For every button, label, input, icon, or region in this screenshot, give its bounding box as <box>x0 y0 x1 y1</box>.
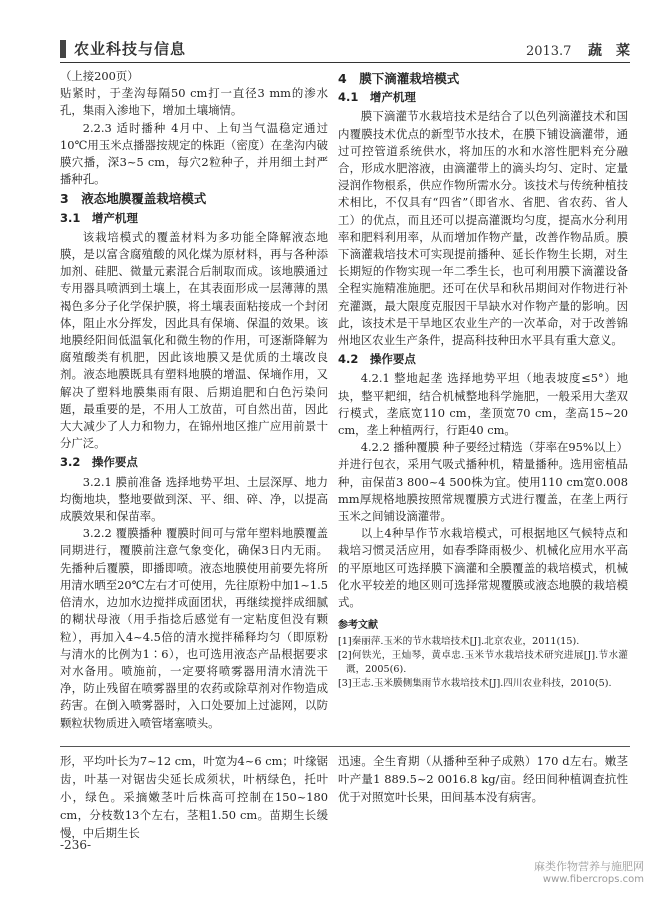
reference-item: [2]何铁光，王灿琴，黄卓忠.玉米节水栽培技术研究进展[J].节水灌溉，2005(6). <box>338 649 628 675</box>
paragraph-3-2-2: 3.2.2 覆膜播种 覆膜时间可与常年塑料地膜覆盖同期进行，覆膜前注意气象变化，确保3日内无雨。先播种后覆膜，即播即喷。液态地膜使用前要先将所用清水晒至20℃左右才可使用，先往原粉中加1~1.5倍清水，边加水边搅拌成面团状，再继续搅拌成细腻的糊状母液（用手指捻后感觉有一定粘度但没有颗粒），再加入4~4.5倍的清水搅拌稀释均匀（即原粉与清水的比例为1∶6），也可选用液态产品根据要求对水备用。喷施前，一定要将喷雾器用清水清洗干净，防止残留在喷雾器里的农药或除草剂对作物造成药害。在倒入喷雾器时，入口处要加上过滤网，以防颗粒状物质进入喷管堵塞喷头。 <box>60 526 328 730</box>
paragraph-4-2-1: 4.2.1 整地起垄 选择地势平坦（地表坡度≤5°）地块，整平耙细，结合机械整地科学施肥，一般采用大垄双行模式，垄底宽110 cm，垄顶宽70 cm，垄高15~20 cm，垄上种植两行，行距40 cm。 <box>338 371 628 438</box>
issue-date: 2013.7 <box>525 44 572 59</box>
watermark-url: www.fibercrops.com <box>542 874 644 885</box>
header-issue-section <box>526 40 630 60</box>
paragraph-3-1: 该栽培模式的覆盖材料为多功能全降解液态地膜，是以富含腐殖酸的风化煤为原材料，再与各种添加剂、硅肥、微量元素混合后制取而成。该地膜通过专用器具喷洒到土壤上，在其表面形成一层薄薄的黑褐色多分子化学保护膜，将土壤表面粘接成一个封闭体，阻止水分挥发，因此具有保墒、保温的效果。该地膜经阳间低温氧化和微生物的作用，可逐渐降解为腐殖酸类有机肥，因此该地膜又是优质的土壤改良剂。液态地膜既具有塑料地膜的增温、保墒作用，又解决了塑料地膜集雨有限、后期追肥和白色污染问题，最重要的是，不用人工放苗，可自然出苗，因此大大减少了人力和物力，在锦州地区推广应用前景十分广泛。 <box>60 229 328 451</box>
page-number: -236- <box>60 838 92 852</box>
paragraph-continued: 贴紧时，于垄沟每隔50 cm打一直径3 mm的渗水孔，集雨入渗地下，增加土壤墒情。 <box>60 86 328 118</box>
section-name: 蔬 菜 <box>588 43 630 59</box>
paragraph-summary: 以上4种旱作节水栽培模式，可根据地区气候特点和栽培习惯灵活应用，如春季降雨极少、机械化应用水平高的平原地区可选择膜下滴灌和全膜覆盖的栽培模式，机械化水平较差的地区则可选择常规覆膜或液态地膜的栽培模式。 <box>338 526 628 610</box>
header-rule <box>60 62 630 63</box>
header-mark <box>60 40 66 58</box>
reference-item: [3]王志.玉米膜侧集雨节水栽培技术[J].四川农业科技，2010(5). <box>338 677 612 689</box>
section-divider <box>60 746 630 747</box>
heading-4-2: 4.2 操作要点 <box>338 352 416 367</box>
paragraph-4-2-2: 4.2.2 播种覆膜 种子要经过精选（芽率在95%以上）并进行包衣，采用气吸式播种机，精量播种。选用密植品种，亩保苗3 800~4 500株为宜。使用110 cm宽0.008 mm厚规格地膜按照常规覆膜方式进行覆盖，在垄上两行玉米之间铺设滴灌带。 <box>338 440 628 524</box>
heading-4-1: 4.1 增产机理 <box>338 90 416 105</box>
header-bar <box>60 36 630 62</box>
journal-title: 农业科技与信息 <box>74 40 187 58</box>
left-column <box>60 68 328 732</box>
heading-section-4: 4 膜下滴灌栽培模式 <box>338 71 460 86</box>
reference-item: [1]秦丽萍.玉米的节水栽培技术[J].北京农业，2011(15). <box>338 635 580 647</box>
paragraph-3-2-1: 3.2.1 膜前准备 选择地势平坦、土层深厚、地力均衡地块，整地要做到深、平、细、碎、净，以提高成膜效果和保苗率。 <box>60 474 328 524</box>
continued-note: （上接200页） <box>60 69 139 83</box>
heading-section-3: 3 液态地膜覆盖栽培模式 <box>60 191 207 207</box>
right-column <box>338 68 628 691</box>
heading-3-1: 3.1 增产机理 <box>60 210 138 225</box>
watermark-title: 麻类作物营养与施肥网 <box>534 860 644 873</box>
heading-3-2: 3.2 操作要点 <box>60 455 138 470</box>
bottom-left-text: 形，平均叶长为7~12 cm，叶宽为4~6 cm；叶缘锯齿，叶基一对锯齿尖延长成须状，叶柄绿色，托叶小，绿色。采摘嫩茎叶后株高可控制在150~180 cm，分枝数13个左右，茎粗1.50 cm。苗期生长缓慢，中后期生长 <box>60 754 328 840</box>
paragraph-2-2-3: 2.2.3 适时播种 4月中、上旬当气温稳定通过10℃用玉米点播器按规定的株距（密度）在垄沟内破膜穴播，深3~5 cm，每穴2粒种子，并用细土封严播种孔。 <box>60 120 328 187</box>
paragraph-4-1: 膜下滴灌节水栽培技术是结合了以色列滴灌技术和国内覆膜技术优点的新型节水技术，在膜下铺设滴灌带，通过可控管道系统供水，将加压的水和水溶性肥料充分融合，形成水肥溶液，由滴灌带上的滴头均匀、定时、定量浸润作物根系，供应作物所需水分。该技术与传统种植技术相比，不仅具有“四省”（即省水、省肥、省农药、省人工）的优点，而且还可以提高灌溉均匀度，提高水分利用率和肥料利用率，从而增加作物产量，改善作物品质。膜下滴灌栽培技术可实现提前播种、延长作物生长期，对生长期短的作物实现一年二季生长，也可利用膜下滴灌设备全程实施精准施肥。还可在伏旱和秋吊期间对作物进行补充灌溉，最大限度克服因干旱缺水对作物产量的影响。因此，该技术是干旱地区农业生产的一次革命，对于改善锦州地区农业生产条件，提高科技种田水平具有重大意义。 <box>338 109 628 348</box>
references-heading: 参考文献 <box>338 620 378 632</box>
bottom-right-text: 迅速。全生育期（从播种至种子成熟）170 d左右。嫩茎叶产量1 889.5~2 0016.8 kg/亩。经田间种植调查抗性优于对照宽叶长果，田间基本没有病害。 <box>338 754 628 804</box>
